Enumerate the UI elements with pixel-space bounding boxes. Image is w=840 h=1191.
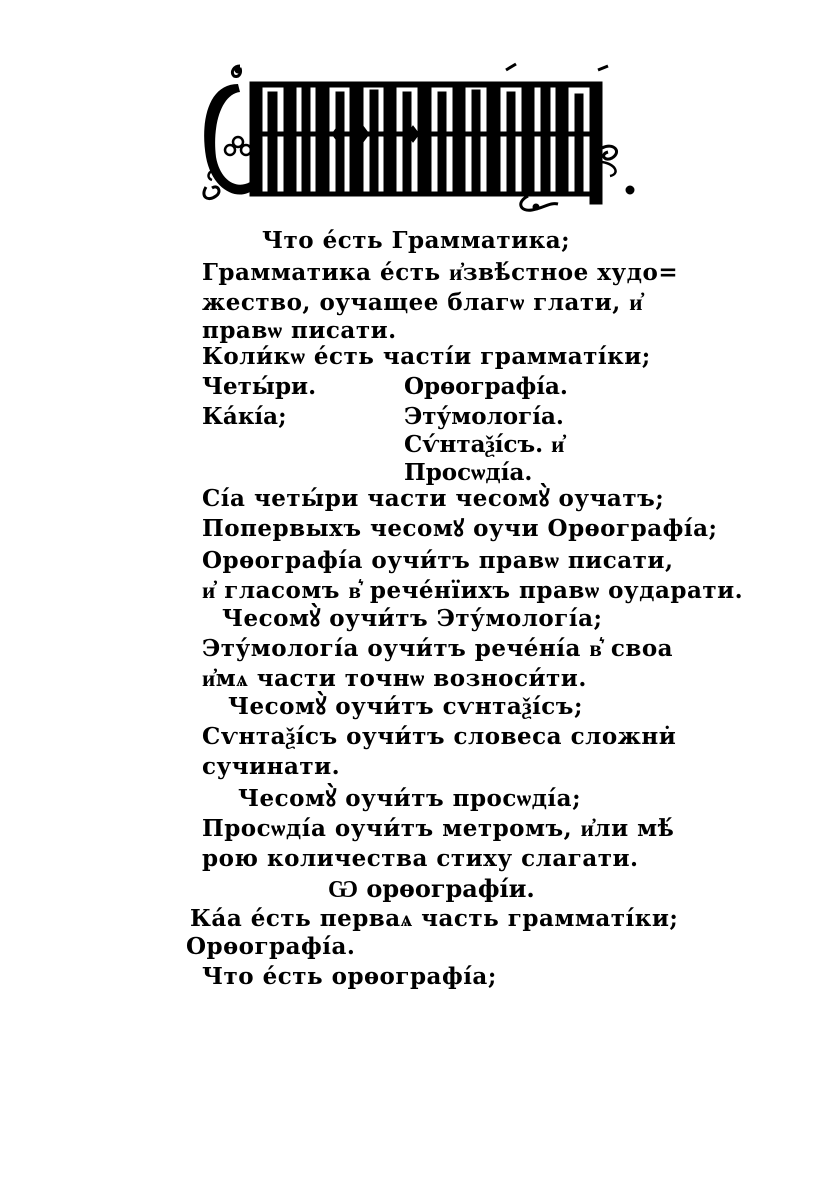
text-orthography-teaches: Орѳографі́а оучи́тъ правѡ писати, [202,547,674,574]
answer-syntax-line-1: Сѵнтаѯі́съ оучи́тъ словеса сложни̇ [202,723,677,750]
answer-grammar-line-2: жество, оучащее благѡ глати, и҆ [202,289,643,316]
question-what-is-orthography: Что е́сть орѳографі́а; [202,963,497,990]
answer-grammar-line-1: Грамматика е́сть и҆звѣ́стное худо= [202,259,679,286]
ornamental-heading [198,62,644,220]
text-first-orthography: Попервыхъ чесомꙋ оучи Орѳографі́а; [202,515,718,542]
answer-etymology-line-2: и҆мѧ части точнѡ возноси́ти. [202,665,587,692]
answer-orthography: Орѳографі́а. [186,933,356,960]
answer-syntax-line-2: сучинати. [202,753,341,780]
part-prosody: Просѡді́а. [404,459,533,486]
part-syntax: Сѵ́нтаѯі́съ. и҆ [404,431,565,458]
question-which: Ка́кі́а; [202,403,287,430]
text-four-parts-teach: Сі́а четы́ри части чесомꙋ̀ оучатъ; [202,485,665,512]
answer-grammar-line-3: правѡ писати. [202,317,397,344]
section-title-orthography: Ѡ орѳографі́и. [328,874,535,903]
question-what-is-grammar: Что е́сть Грамматика; [262,227,571,254]
answer-four: Четы́ри. [202,373,317,400]
answer-etymology-line-1: Эту́мологі́а оучи́тъ рече́ні́а в͛ своа [202,635,674,662]
answer-prosody-line-2: рою количества стиху слагати. [202,845,639,872]
text-accent-teaching: и҆ гласомъ в͛ рече́нїихъ правѡ оударати. [202,577,744,604]
question-syntax: Чесомꙋ̀ оучи́тъ сѵнтаѯі́съ; [228,693,583,720]
question-prosody: Чесомꙋ̀ оучи́тъ просѡді́а; [238,785,582,812]
answer-prosody-line-1: Просѡді́а оучи́тъ метромъ, и҆ли мѣ́ [202,815,675,842]
part-orthography: Орѳографі́а. [404,373,568,400]
question-first-part: Ка́а е́сть перваѧ часть грамматі́ки; [190,905,679,932]
question-etymology: Чесомꙋ̀ оучи́тъ Эту́мологі́а; [222,605,603,632]
question-how-many-parts: Коли́кѡ е́сть часті́и грамматі́ки; [202,343,651,370]
part-etymology: Эту́мологі́а. [404,403,564,430]
viaz-ornament-icon [198,62,644,220]
